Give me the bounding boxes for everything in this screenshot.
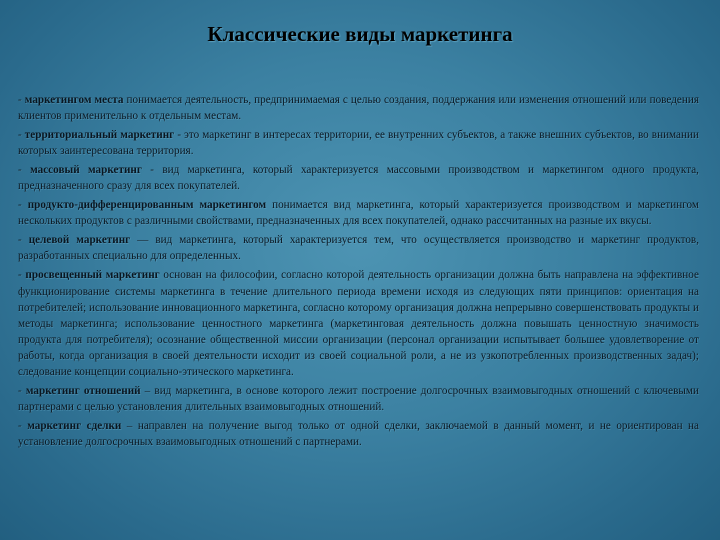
definition-term: маркетингом места <box>24 94 124 106</box>
definition-item <box>18 162 699 194</box>
definition-term: территориальный маркетинг <box>24 129 175 142</box>
definition-item <box>18 267 699 379</box>
item-dash: - <box>18 164 31 177</box>
definitions-list <box>18 92 699 453</box>
item-dash: - <box>18 234 29 247</box>
definition-text: понимается вид маркетинга, который характеризуется производством и маркетингом нескольких продуктов с различными свойствами, предназначенных для всех покупателей, однако рассчитанных на разные их вкусы. <box>18 199 700 228</box>
definition-term: массовый маркетинг <box>30 164 142 177</box>
item-dash: - <box>18 419 28 432</box>
item-dash: - <box>18 269 26 282</box>
definition-text: – вид маркетинга, в основе которого лежит построение долгосрочных взаимовыгодных отношений с ключевыми партнерами с целью установления длительных взаимовыгодных отношений. <box>18 384 699 413</box>
definition-text: основан на философии, согласно которой деятельность организации должна быть направлена на эффективное функционирование системы маркетинга в течение длительного периода времени исходя из следующих пяти принципов: ориентация на потребителей; использование инновационного маркетинга, согласно которому организация должна непрерывно совершенствовать продукты и методы маркетинга; использование ценностного маркетинга (маркетинговая деятельность должна повышать ценностную значимость продукта для потребителя); осознание общественной миссии организации (персонал организации испытывает большее удовлетворение от работы, когда организация в своей деятельности исходит из своей социальной роли, а не из узкопотребленных производственных задач); следование концепции социально-этического маркетинга. <box>18 269 699 378</box>
slide-title: Классические виды маркетинга <box>207 22 513 46</box>
definition-text: понимается деятельность, предпринимаемая с целью создания, поддержания или изменения отношений или поведения клиентов применительно к отдельным местам. <box>18 94 699 123</box>
definition-text: – направлен на получение выгод только от одной сделки, заключаемой в данный момент, и не ориентирован на установление долгосрочных взаимовыгодных отношений с партнерами. <box>18 419 700 448</box>
definition-item <box>18 383 699 415</box>
item-dash: - <box>18 199 28 212</box>
definition-text: — вид маркетинга, который характеризуется тем, что осуществляется производство и маркетинг продуктов, разработанных специально для определенных. <box>18 234 699 263</box>
definition-term: просвещенный маркетинг <box>25 269 160 282</box>
definition-item <box>18 418 699 450</box>
definition-term: продукто-дифференцированным маркетингом <box>27 199 267 212</box>
definition-text: - это маркетинг в интересах территории, ее внутренних субъектов, а также внешних субъектов, во внимании которых заинтересована территория. <box>18 129 699 158</box>
definition-term: целевой маркетинг <box>28 234 131 247</box>
definition-term: маркетинг сделки <box>27 419 122 432</box>
definition-text: - вид маркетинга, который характеризуется массовыми производством и маркетингом одного продукта, предназначенного сразу для всех покупателей. <box>18 164 699 193</box>
definition-item <box>18 127 699 159</box>
item-dash: - <box>18 94 25 106</box>
definition-term: маркетинг отношений <box>25 384 141 397</box>
definition-item <box>18 92 699 124</box>
item-dash: - <box>18 129 25 142</box>
definition-item <box>18 197 699 229</box>
item-dash: - <box>18 384 26 397</box>
definition-item <box>18 232 699 264</box>
